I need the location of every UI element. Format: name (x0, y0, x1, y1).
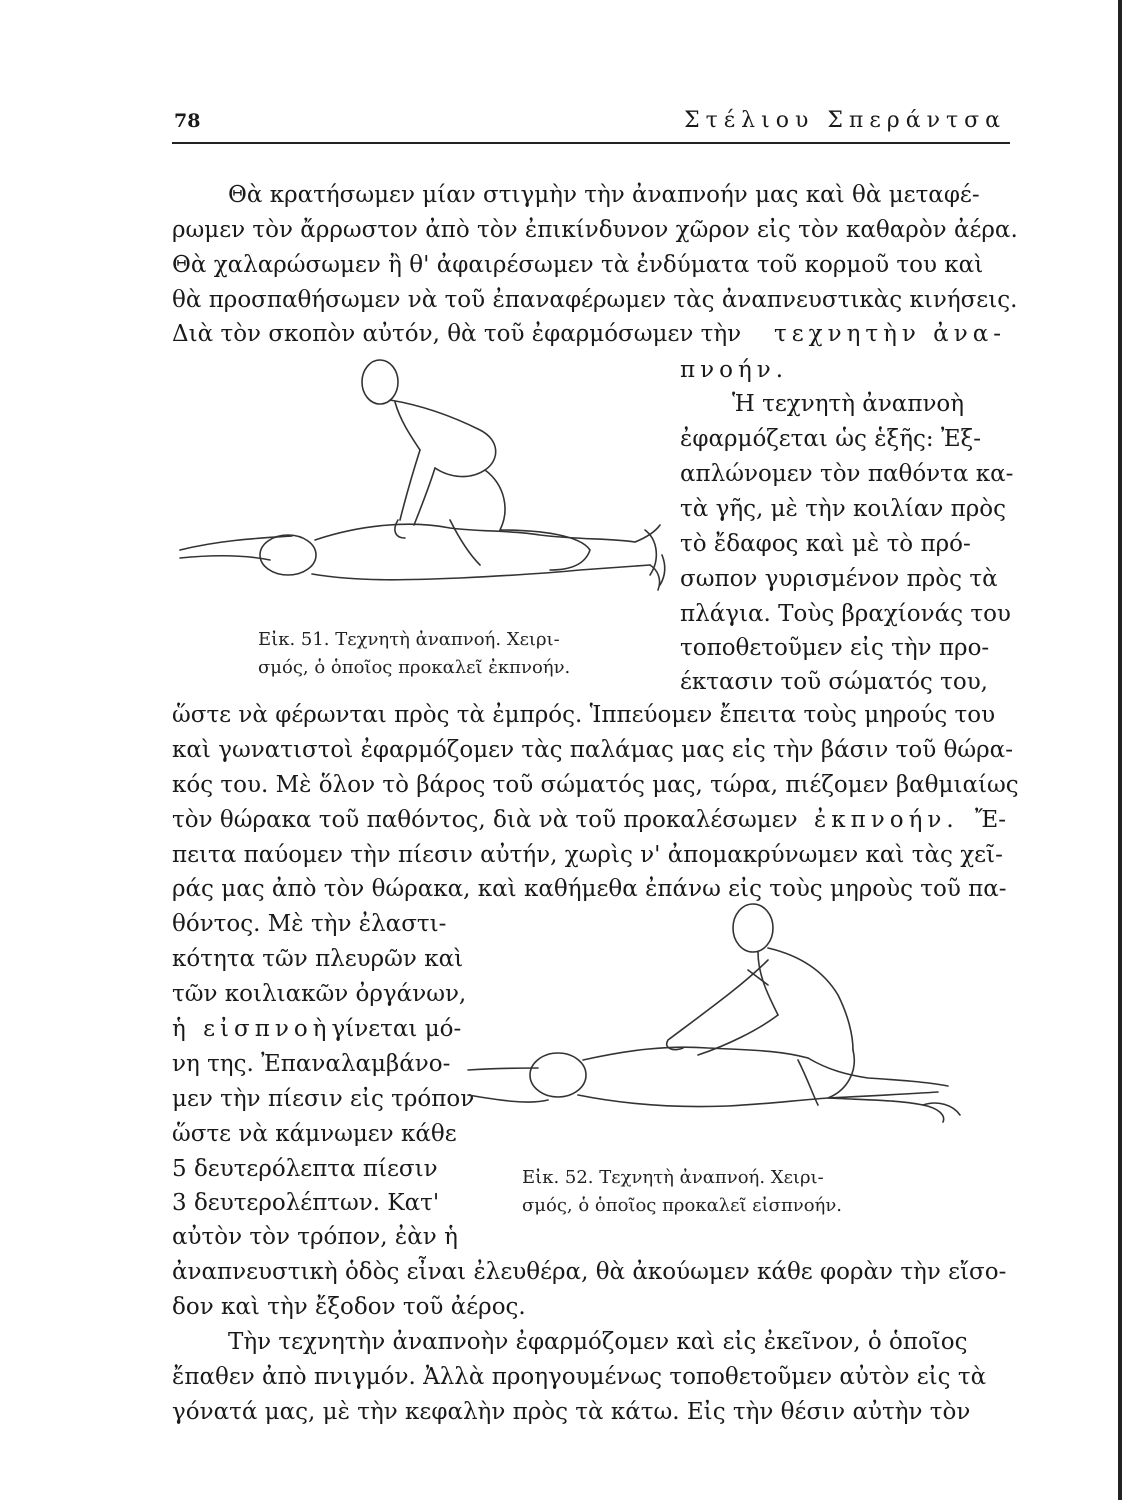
fig52-rescuer-armband (748, 970, 768, 985)
fig51-rescuer-legs (450, 470, 590, 570)
text-line: Ἡ τεχνητὴ ἀναπνοὴ (732, 391, 965, 417)
text-line: ἔπαθεν ἀπὸ πνιγμόν. Ἀλλὰ προηγουμένως τοποθετοῦμεν αὐτὸν εἰς τὰ (172, 1364, 987, 1390)
fig52-patient-leg (808, 1058, 948, 1086)
text-line: κότητα τῶν πλευρῶν καὶ (172, 946, 464, 972)
figure-52-illustration (468, 900, 1008, 1150)
text-line: πλάγια. Τοὺς βραχίονάς του (680, 601, 1011, 627)
text-line: Θὰ κρατήσωμεν μίαν στιγμὴν τὴν ἀναπνοήν μας καὶ θὰ μεταφέ- (228, 182, 980, 208)
spaced-term: ἡ εἰσπνοὴ (172, 1016, 332, 1042)
page-number: 78 (174, 110, 201, 132)
text-line: καὶ γωνατιστοὶ ἐφαρμόζομεν τὰς παλάμας μας εἰς τὴν βάσιν τοῦ θώρα- (172, 737, 1013, 763)
text-span: Διὰ τὸν σκοπὸν αὐτόν, θὰ τοῦ ἐφαρμόσωμεν τὴν (172, 321, 742, 347)
fig51-rescuer-torso (390, 400, 496, 477)
text-line (172, 316, 1006, 352)
fig51-rescuer-head (362, 360, 398, 404)
text-line: έκτασιν τοῦ σώματός του, (680, 669, 988, 695)
text-line (172, 802, 1006, 838)
text-line: 5 δευτερόλεπτα πίεσιν (172, 1156, 438, 1182)
text-line: τοποθετοῦμεν εἰς τὴν προ- (680, 635, 990, 661)
fig51-rescuer-shoe (645, 530, 665, 585)
text-line: θὰ προσπαθήσωμεν νὰ τοῦ ἐπαναφέρωμεν τὰς ἀναπνευστικὰς κινήσεις. (172, 287, 1018, 313)
text-line: πειτα παύομεν τὴν πίεσιν αὐτήν, χωρὶς ν' ἀπομακρύνωμεν καὶ τὰς χεῖ- (172, 842, 1003, 868)
text-span: τὸν θώρακα τοῦ παθόντος, διὰ νὰ τοῦ προκαλέσωμεν (172, 807, 798, 833)
text-line: ὥστε νὰ φέρωνται πρὸς τὰ ἐμπρός. Ἱππεύομεν ἔπειτα τοὺς μηρούς του (172, 702, 996, 728)
fig52-rescuer-torso (758, 948, 853, 1050)
text-line: τὸ ἔδαφος καὶ μὲ τὸ πρό- (680, 531, 971, 557)
spaced-term: πνοήν. (680, 357, 789, 383)
fig52-patient-head (530, 1053, 586, 1097)
fig52-patient-arm (468, 1068, 548, 1102)
figure-51-illustration (180, 360, 680, 630)
text-line: μεν τὴν πίεσιν εἰς τρόπον (172, 1086, 475, 1112)
text-line: αὐτὸν τὸν τρόπον, ἐὰν ἡ (172, 1224, 458, 1250)
text-line: ράς μας ἀπὸ τὸν θώρακα, καὶ καθήμεθα ἐπάνω εἰς τοὺς μηροὺς τοῦ πα- (172, 876, 1007, 902)
figure-52-caption-line2: σμός, ὁ ὁποῖος προκαλεῖ εἰσπνοήν. (522, 1195, 843, 1216)
text-span: γίνεται μό- (331, 1016, 462, 1042)
fig52-patient-body (578, 1047, 938, 1106)
figure-51-caption-line2: σμός, ὁ ὁποῖος προκαλεῖ ἐκπνοήν. (258, 657, 571, 678)
text-line (680, 352, 980, 388)
text-line: σωπον γυρισμένον πρὸς τὰ (680, 566, 998, 592)
text-line: Θὰ χαλαρώσωμεν ἢ θ' ἀφαιρέσωμεν τὰ ἐνδύματα τοῦ κορμοῦ του καὶ (172, 252, 984, 278)
text-line: τὰ γῆς, μὲ τὴν κοιλίαν πρὸς (680, 496, 1007, 522)
text-span: Ἔ- (975, 807, 1006, 833)
text-line (172, 1011, 460, 1047)
text-line: κός του. Μὲ ὅλον τὸ βάρος τοῦ σώματός μας, τώρα, πιέζομεν βαθμιαίως (172, 772, 1019, 798)
fig51-patient-arm (180, 536, 292, 560)
fig51-patient-body (312, 524, 650, 580)
spaced-term: τεχνητὴν ἀνα- (774, 321, 1006, 347)
running-head: Στέλιου Σπεράντσα (684, 108, 1006, 133)
page-header (172, 106, 1010, 144)
text-line: δον καὶ τὴν ἔξοδον τοῦ ἀέρος. (172, 1294, 526, 1320)
text-line: τῶν κοιλιακῶν ὀργάνων, (172, 981, 467, 1007)
text-line: ἀναπνευστικὴ ὁδὸς εἶναι ἐλευθέρα, θὰ ἀκούωμεν κάθε φορὰν τὴν εἴσο- (172, 1259, 1007, 1285)
text-line: ρωμεν τὸν ἄρρωστον ἀπὸ τὸν ἐπικίνδυνον χῶρον εἰς τὸν καθαρὸν ἀέρα. (172, 217, 1018, 243)
page-edge (1118, 0, 1122, 1500)
text-line: 3 δευτερολέπτων. Κατ' (172, 1190, 440, 1216)
fig51-patient-head (260, 535, 316, 575)
text-line: ἐφαρμόζεται ὡς ἑξῆς: Ἐξ- (680, 426, 981, 452)
fig52-rescuer-legs (798, 1050, 944, 1122)
text-line: Τὴν τεχνητὴν ἀναπνοὴν ἐφαρμόζομεν καὶ εἰς ἐκεῖνον, ὁ ὁποῖος (228, 1329, 968, 1355)
figure-52-caption-line1: Εἰκ. 52. Τεχνητὴ ἀναπνοή. Χειρι- (522, 1167, 824, 1188)
figure-51-caption-line1: Εἰκ. 51. Τεχνητὴ ἀναπνοή. Χειρι- (258, 629, 560, 650)
text-line: θόντος. Μὲ τὴν ἐλαστι- (172, 911, 447, 937)
text-line: νη της. Ἐπαναλαμβάνο- (172, 1051, 451, 1077)
text-line: ὥστε νὰ κάμνωμεν κάθε (172, 1121, 457, 1147)
text-line: γόνατά μας, μὲ τὴν κεφαλὴν πρὸς τὰ κάτω. Εἰς τὴν θέσιν αὐτὴν τὸν (172, 1399, 971, 1425)
fig52-rescuer-head (733, 904, 773, 952)
text-line: απλώνομεν τὸν παθόντα κα- (680, 461, 1014, 487)
spaced-term: ἐκπνοήν. (813, 807, 959, 833)
